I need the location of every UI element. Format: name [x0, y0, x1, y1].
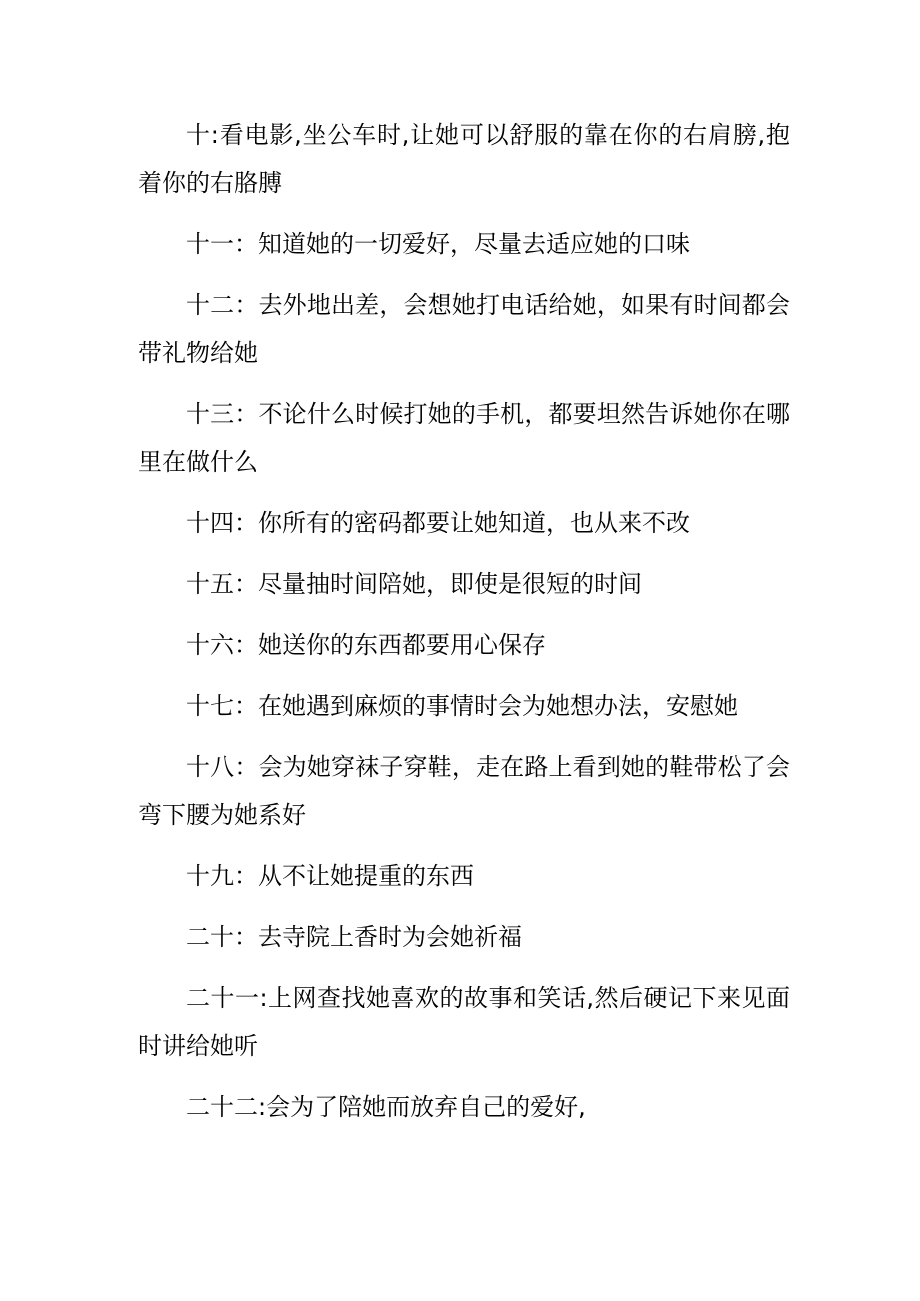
paragraph-22: 二十二:会为了陪她而放弃自己的爱好, [186, 1093, 586, 1121]
paragraph-19: 十九：从不让她提重的东西 [186, 862, 474, 890]
paragraph-20: 二十：去寺院上香时为会她祈福 [186, 923, 522, 951]
paragraph-16: 十六：她送你的东西都要用心保存 [186, 631, 546, 659]
document-body [138, 111, 790, 1131]
paragraph-11: 十一：知道她的一切爱好，尽量去适应她的口味 [186, 230, 690, 258]
paragraph-21: 二十一:上网查找她喜欢的故事和笑话,然后硬记下来见面时讲给她听 [138, 984, 790, 1060]
paragraph-15: 十五：尽量抽时间陪她，即使是很短的时间 [186, 570, 642, 598]
paragraph-14: 十四：你所有的密码都要让她知道，也从来不改 [186, 509, 690, 537]
paragraph-13: 十三：不论什么时候打她的手机，都要坦然告诉她你在哪里在做什么 [138, 400, 790, 476]
paragraph-17: 十七：在她遇到麻烦的事情时会为她想办法，安慰她 [186, 692, 738, 720]
paragraph-10: 十:看电影,坐公车时,让她可以舒服的靠在你的右肩膀,抱着你的右胳膊 [138, 121, 790, 197]
paragraph-18: 十八：会为她穿袜子穿鞋，走在路上看到她的鞋带松了会弯下腰为她系好 [138, 753, 790, 829]
paragraph-12: 十二：去外地出差，会想她打电话给她，如果有时间都会带礼物给她 [138, 291, 790, 367]
